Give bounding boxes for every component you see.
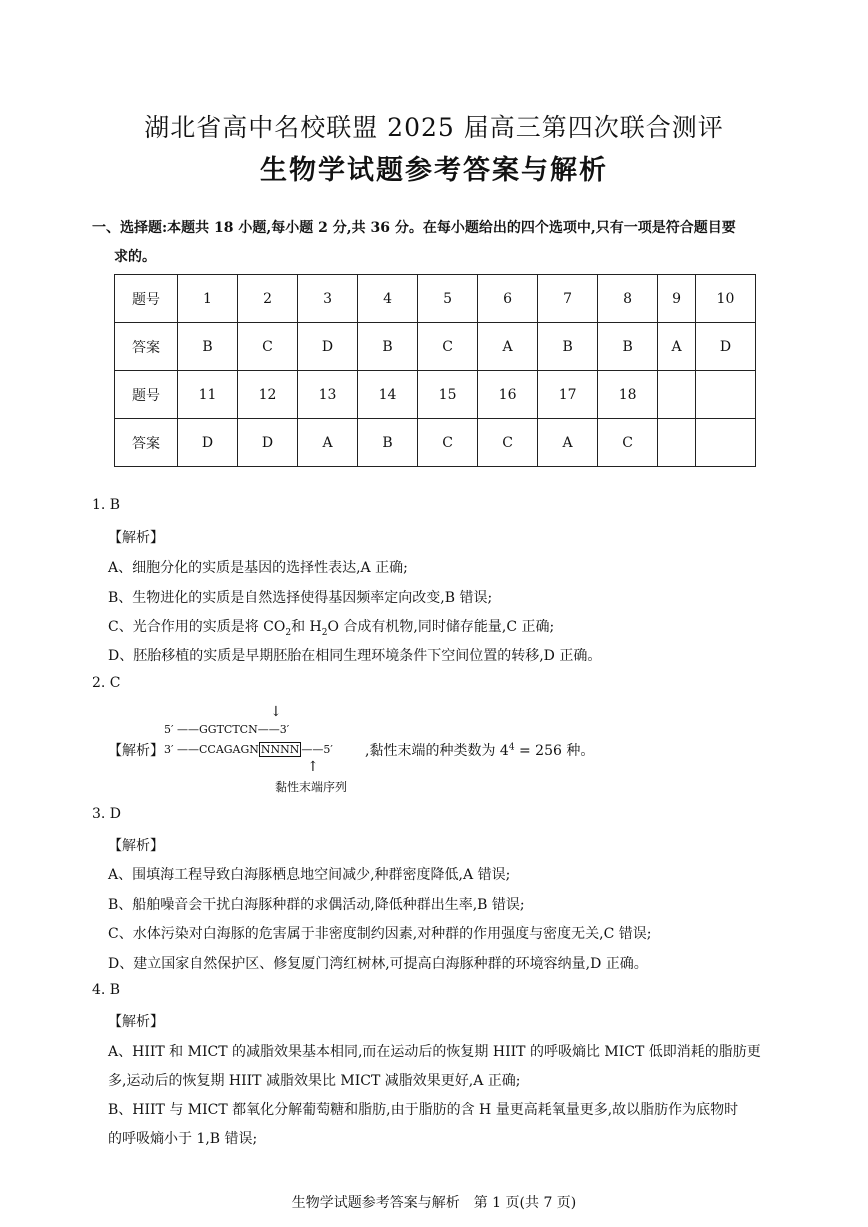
- cut-arrow-bottom-icon: ↑: [307, 759, 319, 775]
- q2-result-post: = 256 种。: [514, 743, 595, 759]
- table-cell: 3: [298, 275, 358, 323]
- table-cell: C: [598, 419, 658, 467]
- table-cell: [658, 371, 696, 419]
- table-cell: B: [358, 419, 418, 467]
- q1-c-post: O 合成有机物,同时储存能量,C 正确;: [327, 619, 555, 635]
- q4-option-b-line2: 的呼吸熵小于 1,B 错误;: [108, 1131, 258, 1147]
- table-cell: A: [538, 419, 598, 467]
- q1-label: 1. B: [92, 497, 121, 513]
- table-row-ans1: [115, 323, 756, 371]
- q3-option-a: A、围填海工程导致白海豚栖息地空间减少,种群密度降低,A 错误;: [108, 867, 511, 883]
- q2-strand-top: 5′ ——GGTCTCN——3′: [164, 723, 290, 736]
- table-cell: D: [298, 323, 358, 371]
- q1-c-pre: C、光合作用的实质是将 CO: [108, 619, 286, 635]
- q1-option-d: D、胚胎移植的实质是早期胚胎在相同生理环境条件下空间位置的转移,D 正确。: [108, 648, 602, 664]
- q1-c-mid: 和 H: [291, 619, 322, 635]
- q2-result-sup: 4: [508, 742, 515, 753]
- answer-table: [114, 274, 756, 467]
- table-cell: A: [298, 419, 358, 467]
- table-cell: 12: [238, 371, 298, 419]
- label-ans: 答案: [115, 419, 178, 467]
- title-line2: 生物学试题参考答案与解析: [260, 155, 608, 186]
- cut-arrow-top-icon: ↓: [270, 704, 282, 720]
- table-cell: 18: [598, 371, 658, 419]
- table-cell: 1: [178, 275, 238, 323]
- q3-option-d: D、建立国家自然保护区、修复厦门湾红树林,可提高白海豚种群的环境容纳量,D 正确。: [108, 956, 648, 972]
- q4-option-a-line1: A、HIIT 和 MICT 的减脂效果基本相同,而在运动后的恢复期 HIIT 的呼吸熵比 MICT 低即消耗的脂肪更: [108, 1044, 761, 1060]
- table-cell: C: [418, 323, 478, 371]
- table-cell: 6: [478, 275, 538, 323]
- table-cell: D: [695, 323, 755, 371]
- table-row-ans2: [115, 419, 756, 467]
- table-cell: 5: [418, 275, 478, 323]
- q3-label: 3. D: [92, 806, 122, 822]
- q3-option-c: C、水体污染对白海豚的危害属于非密度制约因素,对种群的作用强度与密度无关,C 错误;: [108, 926, 652, 942]
- table-cell: 4: [358, 275, 418, 323]
- table-cell: [695, 419, 755, 467]
- page-footer: 生物学试题参考答案与解析 第 1 页(共 7 页): [291, 1195, 577, 1211]
- label-num: 题号: [115, 275, 178, 323]
- table-cell: 17: [538, 371, 598, 419]
- q2-result: [365, 740, 665, 760]
- table-row-num1: [115, 275, 756, 323]
- table-cell: B: [178, 323, 238, 371]
- table-cell: B: [538, 323, 598, 371]
- q1-option-c: [108, 616, 788, 638]
- sticky-end-box: NNNN: [260, 743, 300, 756]
- table-cell: C: [418, 419, 478, 467]
- q1-c-sub2: 2: [321, 627, 328, 638]
- table-cell: C: [478, 419, 538, 467]
- table-cell: B: [358, 323, 418, 371]
- q4-option-a-line2: 多,运动后的恢复期 HIIT 减脂效果比 MICT 减脂效果更好,A 正确;: [108, 1073, 521, 1089]
- intro-line2: 求的。: [114, 249, 156, 265]
- q3-option-b: B、船舶噪音会干扰白海豚种群的求偶活动,降低种群出生率,B 错误;: [108, 897, 525, 913]
- section1-intro: [92, 214, 782, 272]
- table-cell: 7: [538, 275, 598, 323]
- table-cell: 15: [418, 371, 478, 419]
- q2-label: 2. C: [92, 675, 121, 691]
- table-cell: [658, 419, 696, 467]
- q1-c-sub1: 2: [285, 627, 292, 638]
- table-cell: B: [598, 323, 658, 371]
- table-row-num2: [115, 371, 756, 419]
- q1-option-a: A、细胞分化的实质是基因的选择性表达,A 正确;: [108, 560, 408, 576]
- q1-jiexi: 【解析】: [108, 530, 164, 546]
- q2-jiexi: 【解析】: [108, 743, 164, 759]
- q2-result-pre: ,黏性末端的种类数为 4: [365, 743, 509, 759]
- label-num: 题号: [115, 371, 178, 419]
- table-cell: 10: [695, 275, 755, 323]
- q1-option-b: B、生物进化的实质是自然选择使得基因频率定向改变,B 错误;: [108, 590, 493, 606]
- q4-label: 4. B: [92, 982, 121, 998]
- table-cell: D: [238, 419, 298, 467]
- label-ans: 答案: [115, 323, 178, 371]
- title-line1: 湖北省高中名校联盟 2025 届高三第四次联合测评: [144, 113, 724, 142]
- table-cell: A: [478, 323, 538, 371]
- intro-line1: 一、选择题:本题共 18 小题,每小题 2 分,共 36 分。在每小题给出的四个选项中,只有一项是符合题目要: [92, 220, 736, 236]
- table-cell: 16: [478, 371, 538, 419]
- q2-strand-bot-pre: 3′ ——CCAGAGN: [164, 743, 259, 756]
- table-cell: C: [238, 323, 298, 371]
- table-cell: 14: [358, 371, 418, 419]
- q3-jiexi: 【解析】: [108, 838, 164, 854]
- q2-strand-bot-post: ——5′: [301, 743, 333, 756]
- q4-jiexi: 【解析】: [108, 1014, 164, 1030]
- q4-option-b-line1: B、HIIT 与 MICT 都氧化分解葡萄糖和脂肪,由于脂肪的含 H 量更高耗氧量更多,故以脂肪作为底物时: [108, 1102, 739, 1118]
- q2-strand-bottom: [164, 743, 333, 756]
- table-cell: [695, 371, 755, 419]
- table-cell: 13: [298, 371, 358, 419]
- table-cell: 8: [598, 275, 658, 323]
- table-cell: 2: [238, 275, 298, 323]
- table-cell: D: [178, 419, 238, 467]
- table-cell: 9: [658, 275, 696, 323]
- q2-caption: 黏性末端序列: [275, 780, 348, 794]
- table-cell: A: [658, 323, 696, 371]
- table-cell: 11: [178, 371, 238, 419]
